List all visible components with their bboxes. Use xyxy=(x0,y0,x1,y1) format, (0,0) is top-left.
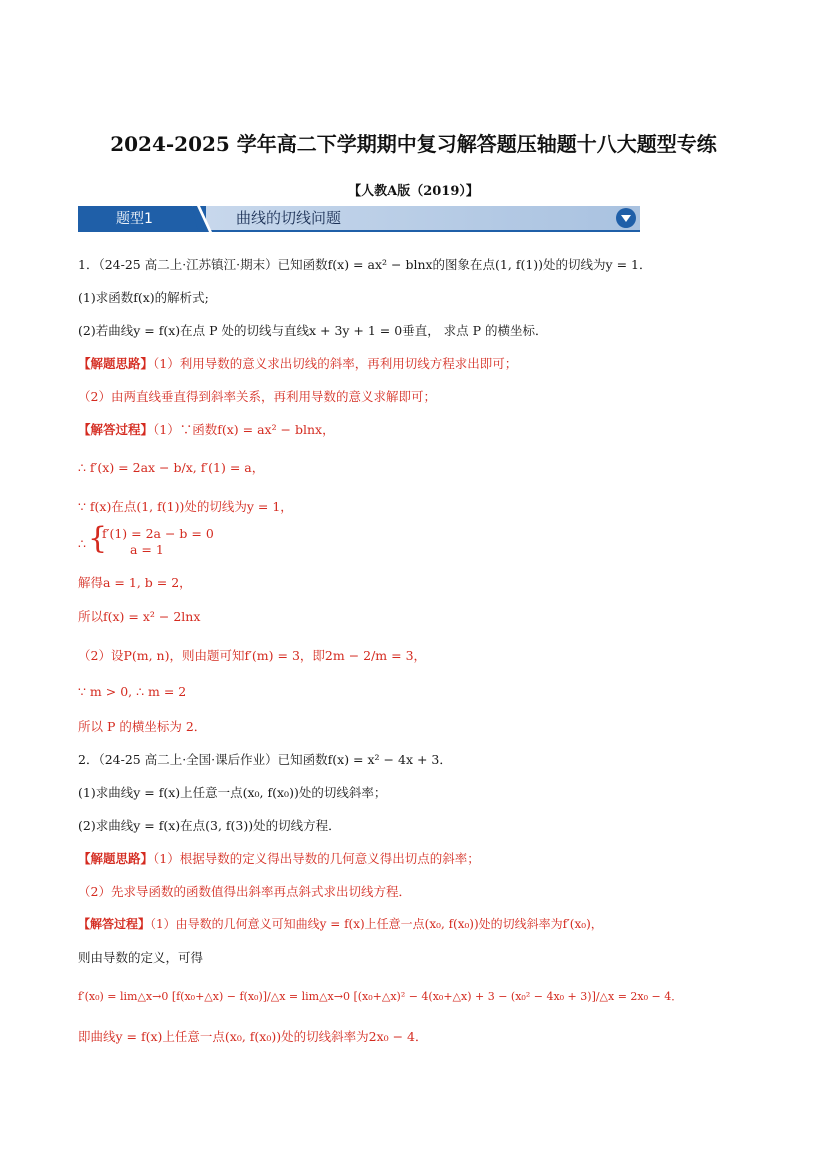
q2-part2: (2)求曲线y = f(x)在点(3, f(3))处的切线方程． xyxy=(78,818,341,833)
chevron-down-icon xyxy=(616,208,636,228)
q2-proc-text-1: （1）由导数的几何意义可知曲线y = f(x)上任意一点(x₀, f(x₀))处的切线斜率为f′(x₀)， xyxy=(150,917,603,931)
section-banner xyxy=(78,206,640,232)
q2-stem: 2．（24-25 高二上·全国·课后作业）已知函数f(x) = x² − 4x + 3． xyxy=(78,752,452,767)
q2-part1: (1)求曲线y = f(x)上任意一点(x₀, f(x₀))处的切线斜率； xyxy=(78,785,387,800)
q1-idea-label: 【解题思路】 xyxy=(78,356,154,371)
q1-proc-1 xyxy=(78,420,335,438)
q1-proc-9: 所以 P 的横坐标为 2． xyxy=(78,719,207,734)
q1-proc-text-1: （1）∵函数f(x) = ax² − blnx， xyxy=(153,422,335,437)
edition-subtitle: 【人教A版（2019）】 xyxy=(348,184,479,199)
q2-proc-1 xyxy=(78,915,603,932)
q1-part2: (2)若曲线y = f(x)在点 P 处的切线与直线x + 3y + 1 = 0垂直， 求点 P 的横坐标． xyxy=(78,323,548,338)
q2-proc-label: 【解答过程】 xyxy=(78,917,151,931)
q2-proc-2: 则由导数的定义，可得 xyxy=(78,950,204,965)
q1-proc-6: 所以f(x) = x² − 2lnx xyxy=(78,609,201,624)
q1-proc-8: ∵ m > 0, ∴ m = 2 xyxy=(78,684,187,699)
banner-divider xyxy=(192,206,212,232)
q1-idea-text-1: （1）利用导数的意义求出切线的斜率，再利用切线方程求出即可； xyxy=(153,356,518,371)
banner-label: 题型1 xyxy=(78,206,206,232)
q1-proc-label: 【解答过程】 xyxy=(78,422,154,437)
q1-part1: (1)求函数f(x)的解析式; xyxy=(78,290,209,305)
q1-proc-7: （2）设P(m, n)，则由题可知f′(m) = 3，即2m − 2/m = 3， xyxy=(78,648,427,663)
q1-proc-5: 解得a = 1, b = 2， xyxy=(78,575,192,590)
q1-idea-text-2: （2）由两直线垂直得到斜率关系，再利用导数的意义求解即可； xyxy=(78,389,436,404)
q2-idea-text-2: （2）先求导函数的函数值得出斜率再点斜式求出切线方程． xyxy=(78,884,411,899)
q2-proc-3: f′(x₀) = lim△x→0 [f(x₀+△x) − f(x₀)]/△x = lim△x→0 [(x₀+△x)² − 4(x₀+△x) + 3 − (x₀² − 4x₀ + 3)]/△x = 2x₀ − 4． xyxy=(78,990,683,1003)
q2-idea-label: 【解题思路】 xyxy=(78,851,154,866)
q1-stem: 1．（24-25 高二上·江苏镇江·期末）已知函数f(x) = ax² − blnx的图象在点(1, f(1))处的切线为y = 1． xyxy=(78,257,652,272)
q1-system-eq2: a = 1 xyxy=(130,542,164,557)
page-title: 2024-2025 学年高二下学期期中复习解答题压轴题十八大题型专练 xyxy=(110,132,717,156)
brace-symbol: { xyxy=(88,521,108,556)
q1-proc-3: ∵ f(x)在点(1, f(1))处的切线为y = 1， xyxy=(78,499,293,514)
banner-topic: 曲线的切线问题 xyxy=(236,209,342,227)
q1-idea-1 xyxy=(78,354,517,372)
q2-idea-1 xyxy=(78,849,480,867)
therefore-symbol: ∴ xyxy=(78,536,86,551)
q2-idea-text-1: （1）根据导数的定义得出导数的几何意义得出切点的斜率； xyxy=(153,851,480,866)
q1-proc-2: ∴ f′(x) = 2ax − b/x, f′(1) = a， xyxy=(78,460,265,475)
q1-system-eq1: f′(1) = 2a − b = 0 xyxy=(102,526,214,541)
q2-proc-4: 即曲线y = f(x)上任意一点(x₀, f(x₀))处的切线斜率为2x₀ − 4． xyxy=(78,1029,428,1044)
